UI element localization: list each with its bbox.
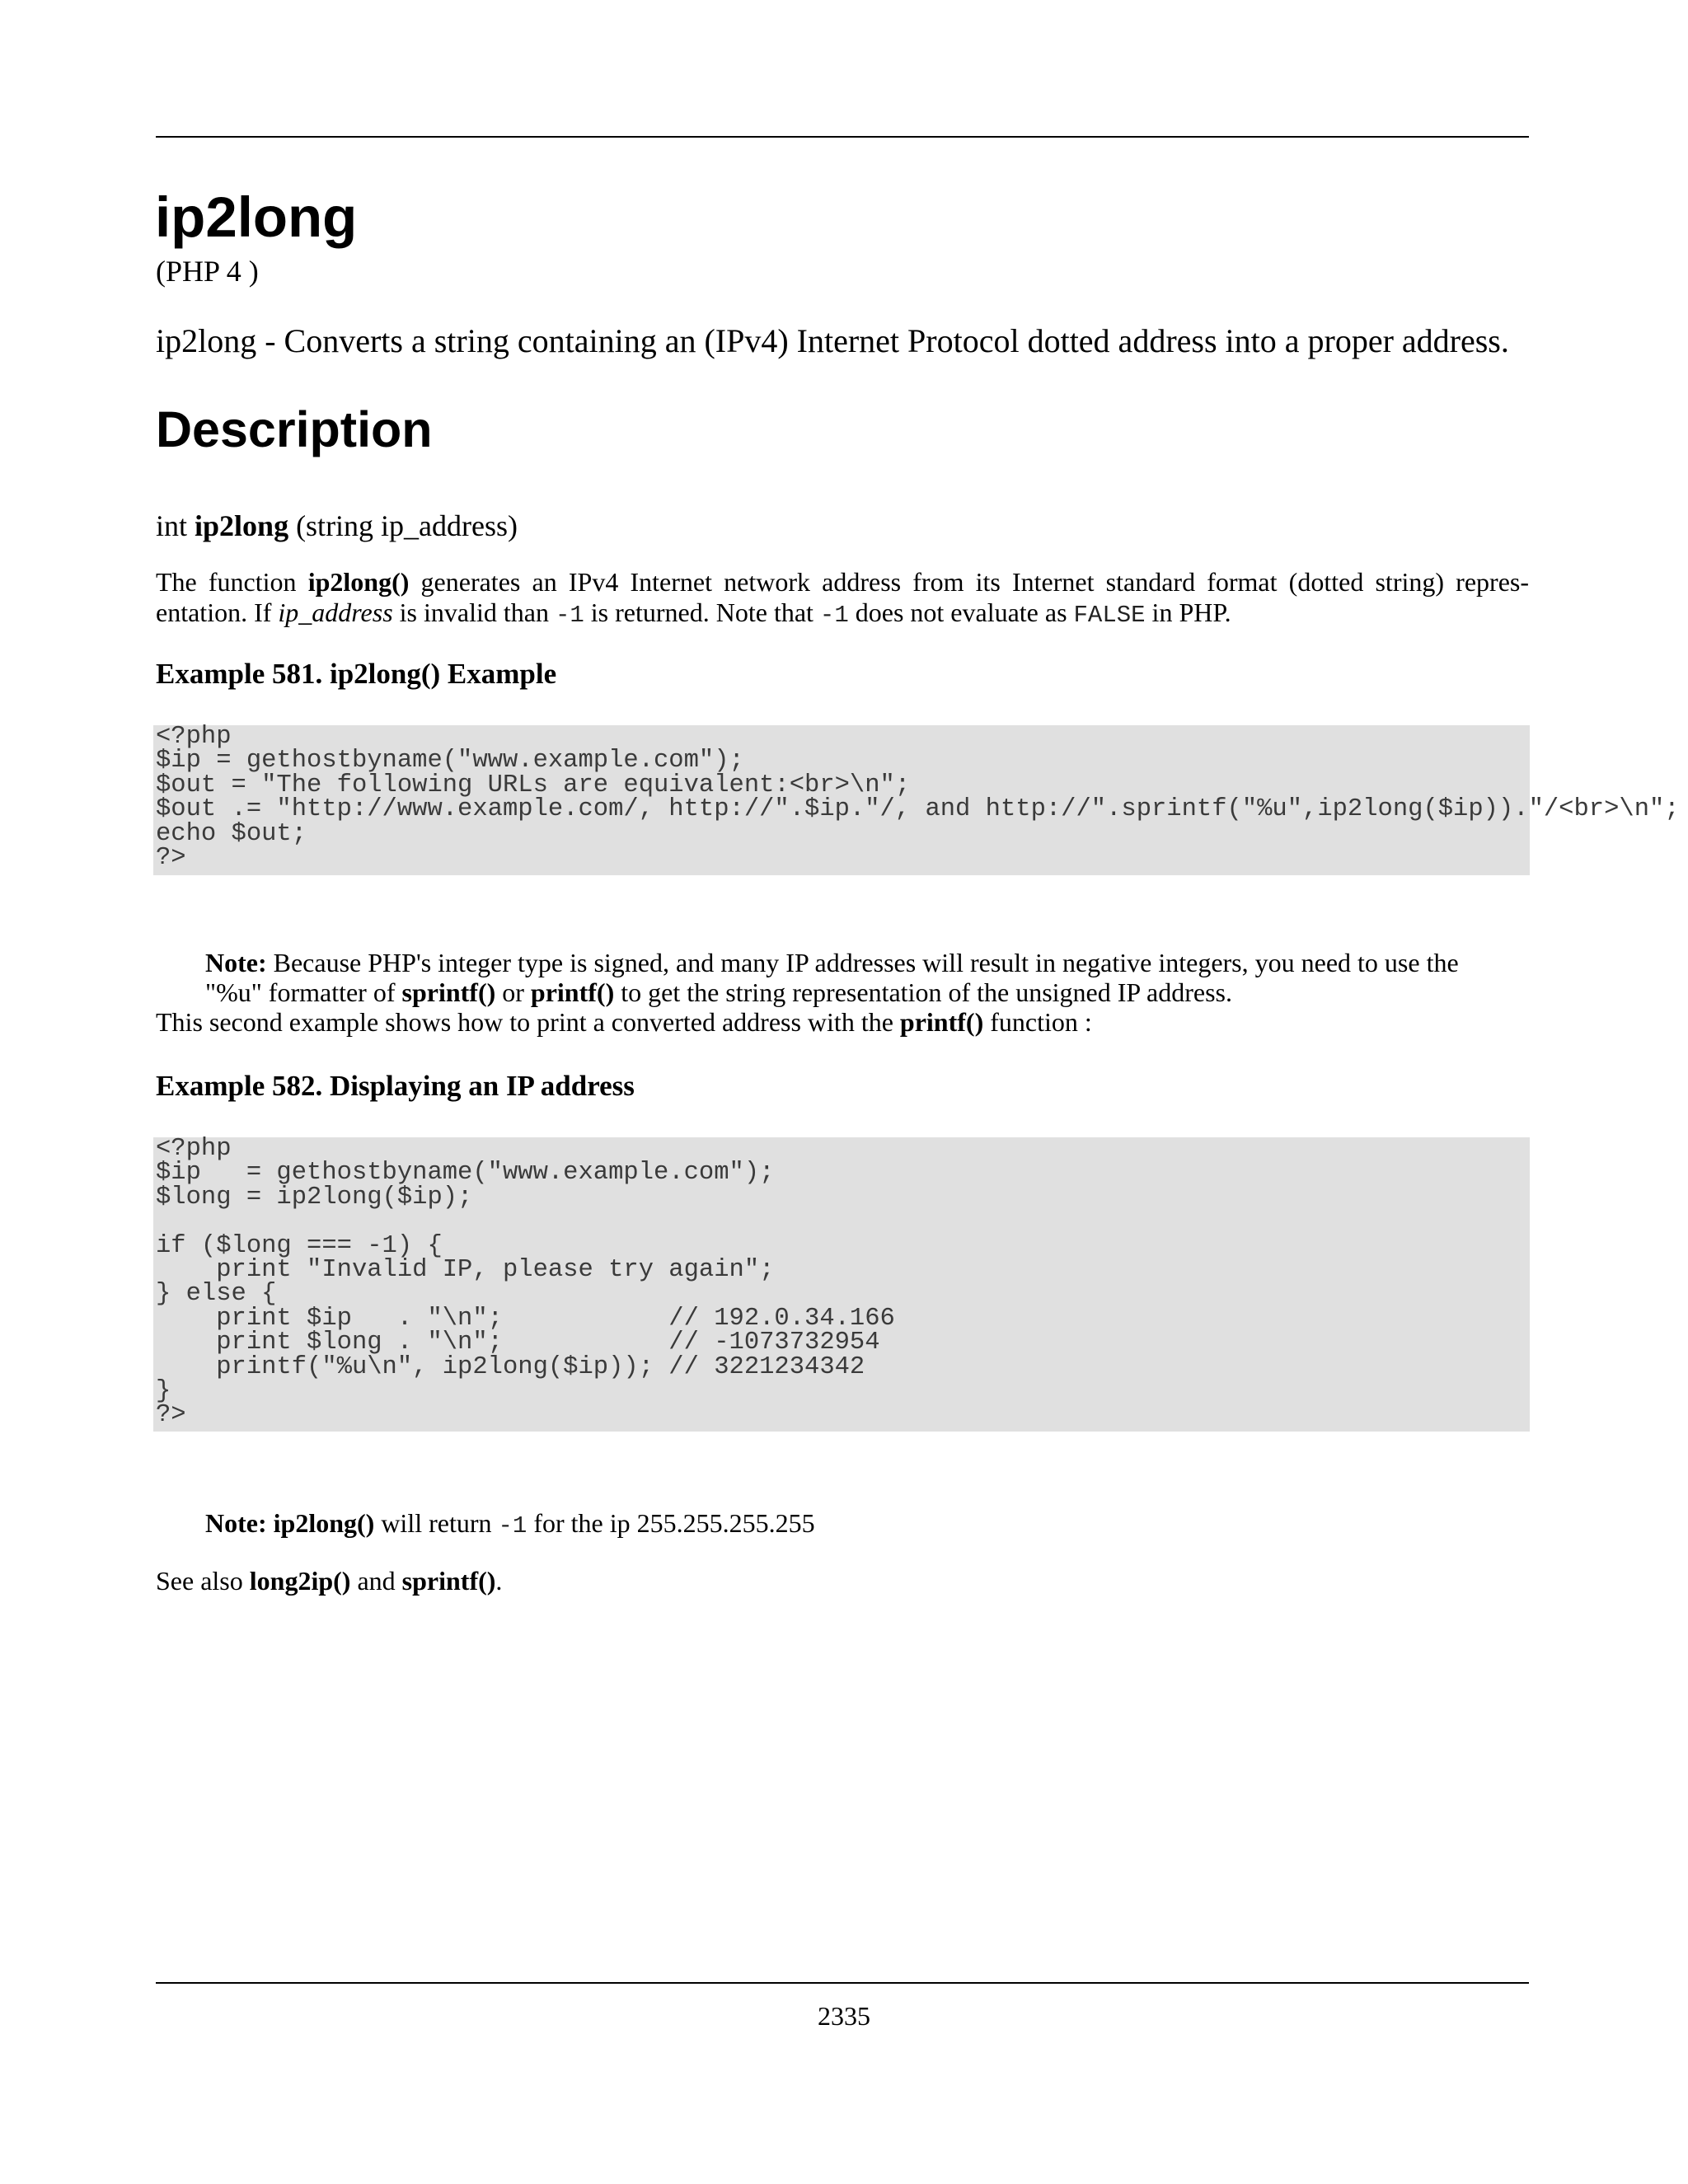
description-heading: Description	[156, 401, 433, 457]
return-type: int	[156, 509, 188, 542]
example-582-code: <?php $ip = gethostbyname("www.example.com"); $long = ip2long($ip); if ($long === -1) { print "Invalid IP, please try again"; } else { print $ip . "\n"; // 192.0.34.166 print $long . "\n"; // -1073732954 printf("%u\n", ip2long($ip)); // 3221234342 } ?>	[156, 1135, 895, 1430]
refpurpose: ip2long - Converts a string containing an (IPv4) Internet Protocol dotted address into a proper address.	[156, 322, 1509, 359]
see-also-sprintf: sprintf()	[401, 1566, 496, 1596]
function-name: ip2long	[195, 509, 289, 542]
example-582-title: Example 582. Displaying an IP address	[156, 1070, 635, 1102]
function-params: (string ip_address)	[296, 509, 518, 542]
note-label: Note:	[205, 948, 267, 977]
literal: -1	[555, 602, 584, 629]
example-581-code: <?php $ip = gethostbyname("www.example.com"); $out = "The following URLs are equivalent:<br>\n"; $out .= "http://www.example.com/, http://".$ip."/, and http://".sprintf("%u",ip2long($ip))."/<br>\n"; echo $out; ?>	[156, 723, 1680, 873]
see-also: See also long2ip() and sprintf().	[156, 1566, 503, 1596]
version-info: (PHP 4 )	[156, 255, 259, 288]
parameter-ref: ip_address	[278, 598, 393, 627]
see-also-long2ip: long2ip()	[249, 1566, 351, 1596]
note-broadcast: Note: ip2long() will return -1 for the ip 255.255.255.255	[205, 1508, 815, 1540]
note-label: Note:	[205, 1508, 267, 1538]
bottom-rule	[156, 1982, 1529, 1984]
function-ref: printf()	[530, 977, 615, 1007]
function-synopsis	[156, 509, 518, 544]
function-ref: ip2long()	[273, 1508, 375, 1538]
literal: -1	[819, 602, 849, 629]
page-title: ip2long	[155, 185, 358, 249]
note-unsigned: Note: Because PHP's integer type is signed, and many IP addresses will result in negative integers, you need to use the "%u" formatter of sprintf() or printf() to get the string representation of the unsigned IP address.	[205, 948, 1459, 1007]
function-ref: sprintf()	[401, 977, 496, 1007]
second-example-intro: This second example shows how to print a converted address with the printf() function :	[156, 1007, 1092, 1037]
function-ref: ip2long()	[307, 567, 410, 597]
constant: FALSE	[1073, 602, 1146, 629]
description-paragraph: The function ip2long() generates an IPv4 Internet network address from its Internet standard format (dotted string) repres-entation. If ip_address is invalid than -1 is returned. Note that -1 does not evaluate as FALSE in PHP.	[156, 567, 1530, 629]
function-ref: printf()	[899, 1007, 984, 1037]
page-number: 2335	[818, 2001, 870, 2031]
literal: -1	[498, 1512, 528, 1540]
top-rule	[156, 136, 1529, 138]
example-581-title: Example 581. ip2long() Example	[156, 658, 557, 690]
